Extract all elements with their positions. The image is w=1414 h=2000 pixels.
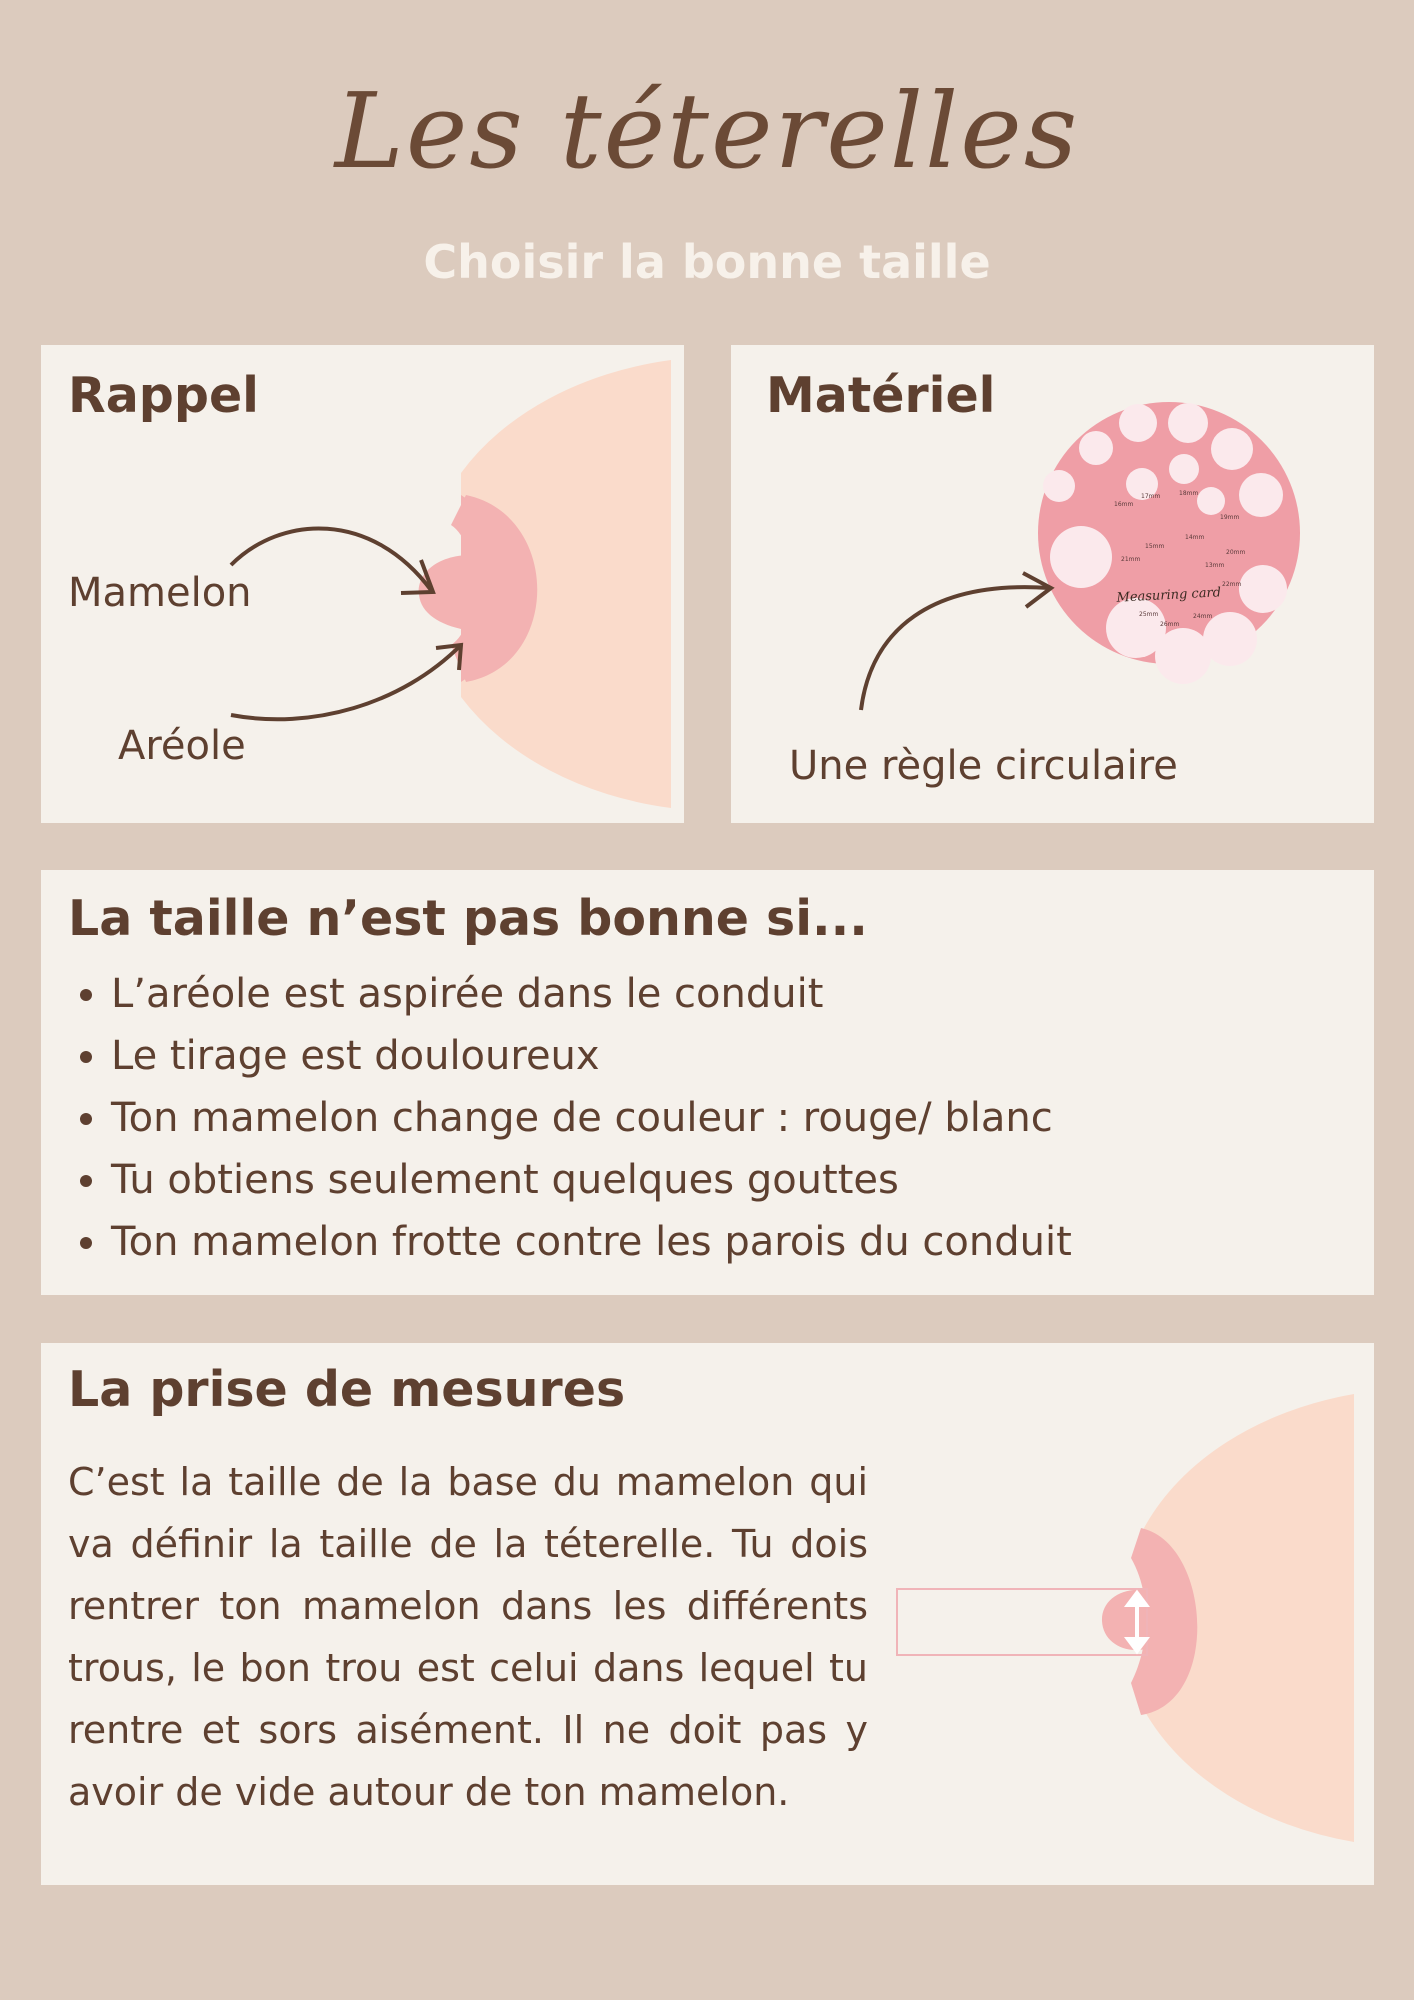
measure-title: La prise de mesures (68, 1361, 626, 1418)
svg-text:20mm: 20mm (1226, 549, 1246, 556)
criteria-list (69, 963, 1072, 1273)
svg-text:21mm: 21mm (1121, 556, 1141, 563)
measure-illustration (41, 1343, 1374, 1885)
svg-text:15mm: 15mm (1145, 543, 1165, 550)
svg-text:26mm: 26mm (1160, 621, 1180, 628)
arrow-to-ruler (861, 587, 1049, 710)
rappel-title: Rappel (68, 367, 259, 424)
arrow-to-areola (231, 645, 461, 719)
svg-text:25mm: 25mm (1139, 611, 1159, 618)
svg-text:13mm: 13mm (1205, 562, 1225, 569)
svg-text:24mm: 24mm (1193, 613, 1213, 620)
criteria-title: La taille n’est pas bonne si... (68, 890, 868, 947)
materiel-title: Matériel (766, 367, 996, 424)
criteria-card (41, 870, 1374, 1295)
list-item: • Tu obtiens seulement quelques gouttes (111, 1149, 1072, 1211)
measure-paragraph: C’est la taille de la base du mamelon qui va définir la taille de la téterelle. Tu dois rentrer ton mamelon dans les différents trous, le bon trou est celui dans lequel tu rentre et sors aisément. Il ne doit pas y avoir de vide autour de ton mamelon. (68, 1460, 868, 1814)
list-item: • Ton mamelon change de couleur : rouge/ blanc (111, 1087, 1072, 1149)
svg-text:14mm: 14mm (1185, 534, 1205, 541)
ruler-label: Measuring card (1116, 585, 1222, 606)
mamelon-label: Mamelon (68, 570, 252, 616)
arrow-to-nipple (231, 528, 431, 590)
svg-text:16mm: 16mm (1114, 501, 1134, 508)
svg-text:22mm: 22mm (1222, 581, 1242, 588)
svg-text:17mm: 17mm (1141, 493, 1161, 500)
page-subtitle: Choisir la bonne taille (423, 235, 991, 289)
rappel-card (41, 345, 684, 823)
areole-label: Aréole (118, 723, 246, 769)
svg-text:19mm: 19mm (1220, 514, 1240, 521)
ruler-caption: Une règle circulaire (789, 743, 1178, 789)
materiel-card (731, 345, 1374, 823)
page-title: Les téterelles (334, 70, 1080, 192)
list-item: • Le tirage est douloureux (111, 1025, 1072, 1087)
list-item: • L’aréole est aspirée dans le conduit (111, 963, 1072, 1025)
list-item: • Ton mamelon frotte contre les parois du conduit (111, 1211, 1072, 1273)
svg-text:18mm: 18mm (1179, 490, 1199, 497)
measure-card (41, 1343, 1374, 1885)
